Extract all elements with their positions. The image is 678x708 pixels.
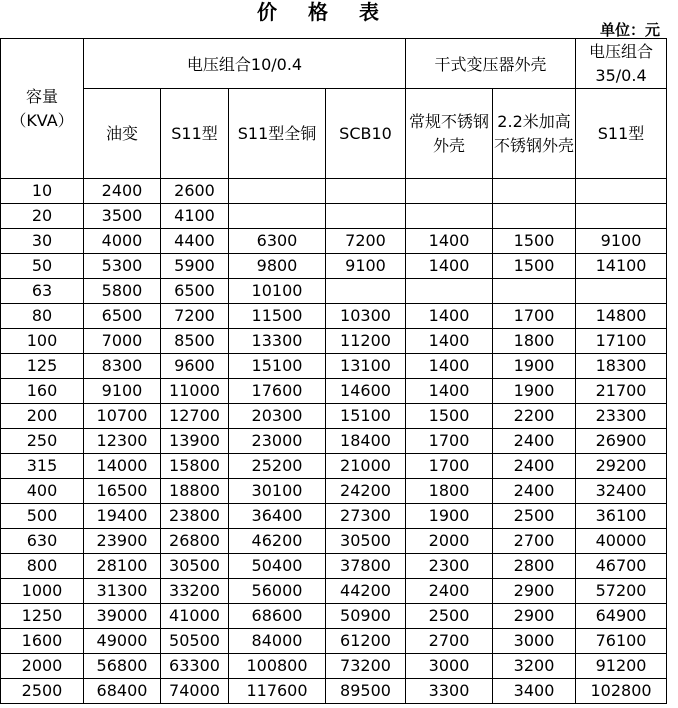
tall-stainless-price-cell: 2700	[493, 529, 576, 554]
s11-35kv-price-cell: 46700	[576, 554, 667, 579]
table-row	[1, 379, 667, 404]
table-row	[1, 304, 667, 329]
tall-stainless-price-cell: 3400	[493, 679, 576, 704]
standard-stainless-header: 常规不锈钢外壳	[406, 89, 493, 179]
scb10-price-cell: 61200	[326, 629, 406, 654]
tall-stainless-header: 2.2米加高不锈钢外壳	[493, 89, 576, 179]
s11-35kv-price-cell: 9100	[576, 229, 667, 254]
standard-stainless-price-cell: 2000	[406, 529, 493, 554]
table-row	[1, 554, 667, 579]
capacity-cell: 1600	[1, 629, 84, 654]
oil-price-cell: 3500	[84, 204, 161, 229]
table-row	[1, 179, 667, 204]
tall-stainless-price-cell	[493, 179, 576, 204]
oil-price-cell: 31300	[84, 579, 161, 604]
tall-stainless-price-cell: 2400	[493, 454, 576, 479]
s11-35kv-price-cell: 36100	[576, 504, 667, 529]
oil-price-cell: 8300	[84, 354, 161, 379]
table-row	[1, 354, 667, 379]
table-row	[1, 229, 667, 254]
oil-price-cell: 5800	[84, 279, 161, 304]
s11-copper-price-cell: 23000	[229, 429, 326, 454]
s11-copper-price-cell: 84000	[229, 629, 326, 654]
capacity-cell: 630	[1, 529, 84, 554]
standard-stainless-price-cell: 3000	[406, 654, 493, 679]
table-row	[1, 604, 667, 629]
standard-stainless-price-cell: 2700	[406, 629, 493, 654]
s11-copper-price-cell: 6300	[229, 229, 326, 254]
capacity-cell: 315	[1, 454, 84, 479]
capacity-cell: 100	[1, 329, 84, 354]
table-row	[1, 479, 667, 504]
s11-35kv-price-cell: 29200	[576, 454, 667, 479]
s11-copper-price-cell: 100800	[229, 654, 326, 679]
standard-stainless-price-cell: 2400	[406, 579, 493, 604]
capacity-cell: 2500	[1, 679, 84, 704]
scb10-price-cell: 37800	[326, 554, 406, 579]
scb10-price-cell: 30500	[326, 529, 406, 554]
s11-copper-price-cell: 9800	[229, 254, 326, 279]
s11-price-cell: 12700	[161, 404, 229, 429]
s11-copper-header: S11型全铜	[229, 89, 326, 179]
s11-35kv-price-cell: 14100	[576, 254, 667, 279]
s11-35kv-price-cell: 26900	[576, 429, 667, 454]
scb10-price-cell: 21000	[326, 454, 406, 479]
s11-copper-price-cell: 20300	[229, 404, 326, 429]
s11-price-cell: 4100	[161, 204, 229, 229]
s11-35kv-price-cell: 40000	[576, 529, 667, 554]
capacity-cell: 80	[1, 304, 84, 329]
capacity-header: 容量（KVA）	[1, 39, 84, 179]
table-row	[1, 254, 667, 279]
table-row	[1, 404, 667, 429]
oil-price-cell: 9100	[84, 379, 161, 404]
s11-price-cell: 26800	[161, 529, 229, 554]
s11-copper-price-cell: 117600	[229, 679, 326, 704]
oil-price-cell: 16500	[84, 479, 161, 504]
scb10-price-cell: 15100	[326, 404, 406, 429]
standard-stainless-price-cell: 1800	[406, 479, 493, 504]
header-row-2	[1, 89, 667, 179]
oil-price-cell: 4000	[84, 229, 161, 254]
table-row	[1, 429, 667, 454]
oil-price-cell: 68400	[84, 679, 161, 704]
s11-35kv-price-cell: 21700	[576, 379, 667, 404]
table-row	[1, 579, 667, 604]
tall-stainless-price-cell: 2900	[493, 604, 576, 629]
s11-copper-price-cell: 10100	[229, 279, 326, 304]
capacity-cell: 125	[1, 354, 84, 379]
oil-price-cell: 28100	[84, 554, 161, 579]
standard-stainless-price-cell: 1900	[406, 504, 493, 529]
s11-copper-price-cell: 68600	[229, 604, 326, 629]
standard-stainless-price-cell: 1400	[406, 254, 493, 279]
standard-stainless-price-cell: 1400	[406, 304, 493, 329]
s11-price-cell: 2600	[161, 179, 229, 204]
s11-35kv-price-cell	[576, 279, 667, 304]
tall-stainless-price-cell: 3200	[493, 654, 576, 679]
oil-price-cell: 2400	[84, 179, 161, 204]
standard-stainless-price-cell	[406, 279, 493, 304]
s11-copper-price-cell	[229, 204, 326, 229]
table-row	[1, 679, 667, 704]
capacity-cell: 250	[1, 429, 84, 454]
oil-price-cell: 5300	[84, 254, 161, 279]
table-row	[1, 454, 667, 479]
scb10-price-cell: 89500	[326, 679, 406, 704]
tall-stainless-price-cell: 2800	[493, 554, 576, 579]
s11-copper-price-cell: 13300	[229, 329, 326, 354]
capacity-cell: 30	[1, 229, 84, 254]
oil-price-cell: 49000	[84, 629, 161, 654]
table-row	[1, 279, 667, 304]
s11-35kv-price-cell	[576, 204, 667, 229]
s11-copper-price-cell: 36400	[229, 504, 326, 529]
s11-35kv-price-cell: 18300	[576, 354, 667, 379]
s11-35kv-price-cell: 102800	[576, 679, 667, 704]
capacity-cell: 800	[1, 554, 84, 579]
oil-price-cell: 6500	[84, 304, 161, 329]
oil-price-cell: 39000	[84, 604, 161, 629]
standard-stainless-price-cell: 1400	[406, 379, 493, 404]
scb10-price-cell: 10300	[326, 304, 406, 329]
header-row-1	[1, 39, 667, 89]
scb10-price-cell	[326, 204, 406, 229]
oil-price-cell: 56800	[84, 654, 161, 679]
standard-stainless-price-cell: 1700	[406, 454, 493, 479]
tall-stainless-price-cell: 2400	[493, 479, 576, 504]
standard-stainless-price-cell: 2500	[406, 604, 493, 629]
capacity-cell: 20	[1, 204, 84, 229]
scb10-price-cell: 27300	[326, 504, 406, 529]
capacity-cell: 160	[1, 379, 84, 404]
standard-stainless-price-cell: 3300	[406, 679, 493, 704]
s11-price-cell: 15800	[161, 454, 229, 479]
s11-35kv-price-cell: 76100	[576, 629, 667, 654]
scb10-header: SCB10	[326, 89, 406, 179]
table-row	[1, 629, 667, 654]
table-row	[1, 529, 667, 554]
standard-stainless-price-cell: 1400	[406, 354, 493, 379]
s11-copper-price-cell: 15100	[229, 354, 326, 379]
table-row	[1, 204, 667, 229]
s11-price-cell: 30500	[161, 554, 229, 579]
scb10-price-cell: 50900	[326, 604, 406, 629]
standard-stainless-price-cell: 1500	[406, 404, 493, 429]
s11-35kv-price-cell: 23300	[576, 404, 667, 429]
scb10-price-cell: 7200	[326, 229, 406, 254]
s11-price-cell: 50500	[161, 629, 229, 654]
s11-copper-price-cell: 50400	[229, 554, 326, 579]
capacity-cell: 200	[1, 404, 84, 429]
tall-stainless-price-cell	[493, 279, 576, 304]
scb10-price-cell: 14600	[326, 379, 406, 404]
tall-stainless-price-cell: 2500	[493, 504, 576, 529]
s11-price-cell: 8500	[161, 329, 229, 354]
tall-stainless-price-cell: 1700	[493, 304, 576, 329]
s11-price-cell: 11000	[161, 379, 229, 404]
s11-price-cell: 18800	[161, 479, 229, 504]
s11-copper-price-cell: 25200	[229, 454, 326, 479]
scb10-price-cell: 18400	[326, 429, 406, 454]
table-row	[1, 329, 667, 354]
s11-copper-price-cell: 30100	[229, 479, 326, 504]
s11-price-cell: 7200	[161, 304, 229, 329]
capacity-cell: 10	[1, 179, 84, 204]
s11-copper-price-cell: 17600	[229, 379, 326, 404]
capacity-cell: 400	[1, 479, 84, 504]
scb10-price-cell: 11200	[326, 329, 406, 354]
capacity-cell: 63	[1, 279, 84, 304]
capacity-cell: 2000	[1, 654, 84, 679]
capacity-cell: 1250	[1, 604, 84, 629]
scb10-price-cell: 73200	[326, 654, 406, 679]
page-title: 价 格 表	[257, 0, 391, 24]
tall-stainless-price-cell: 1500	[493, 254, 576, 279]
s11-35kv-price-cell: 57200	[576, 579, 667, 604]
tall-stainless-price-cell: 2900	[493, 579, 576, 604]
s11-price-cell: 5900	[161, 254, 229, 279]
tall-stainless-price-cell: 1800	[493, 329, 576, 354]
s11-price-cell: 41000	[161, 604, 229, 629]
oil-price-cell: 12300	[84, 429, 161, 454]
tall-stainless-price-cell: 2400	[493, 429, 576, 454]
scb10-price-cell: 44200	[326, 579, 406, 604]
s11-price-cell: 74000	[161, 679, 229, 704]
s11-price-cell: 13900	[161, 429, 229, 454]
s11-price-cell: 4400	[161, 229, 229, 254]
s11-price-cell: 23800	[161, 504, 229, 529]
tall-stainless-price-cell: 3000	[493, 629, 576, 654]
s11-price-cell: 6500	[161, 279, 229, 304]
standard-stainless-price-cell: 1400	[406, 329, 493, 354]
scb10-price-cell	[326, 279, 406, 304]
scb10-price-cell: 9100	[326, 254, 406, 279]
dry-enclosure-header: 干式变压器外壳	[406, 39, 576, 89]
tall-stainless-price-cell	[493, 204, 576, 229]
standard-stainless-price-cell: 2300	[406, 554, 493, 579]
unit-note: 单位：元	[599, 21, 660, 39]
tall-stainless-price-cell: 2200	[493, 404, 576, 429]
s11-copper-price-cell: 46200	[229, 529, 326, 554]
s11-35kv-price-cell: 17100	[576, 329, 667, 354]
s11-copper-price-cell: 11500	[229, 304, 326, 329]
scb10-price-cell: 13100	[326, 354, 406, 379]
scb10-price-cell: 24200	[326, 479, 406, 504]
standard-stainless-price-cell	[406, 179, 493, 204]
table-row	[1, 504, 667, 529]
tall-stainless-price-cell: 1500	[493, 229, 576, 254]
table-row	[1, 654, 667, 679]
tall-stainless-price-cell: 1900	[493, 354, 576, 379]
s11-35kv-price-cell: 32400	[576, 479, 667, 504]
oil-price-cell: 10700	[84, 404, 161, 429]
capacity-cell: 50	[1, 254, 84, 279]
s11-copper-price-cell	[229, 179, 326, 204]
s11-copper-price-cell: 56000	[229, 579, 326, 604]
s11-35kv-price-cell: 64900	[576, 604, 667, 629]
standard-stainless-price-cell: 1700	[406, 429, 493, 454]
s11-price-cell: 9600	[161, 354, 229, 379]
scb10-price-cell	[326, 179, 406, 204]
s11-35kv-price-cell	[576, 179, 667, 204]
s11-price-cell: 33200	[161, 579, 229, 604]
oil-header: 油变	[84, 89, 161, 179]
oil-price-cell: 14000	[84, 454, 161, 479]
standard-stainless-price-cell: 1400	[406, 229, 493, 254]
s11-header: S11型	[161, 89, 229, 179]
oil-price-cell: 7000	[84, 329, 161, 354]
s11-35kv-price-cell: 14800	[576, 304, 667, 329]
oil-price-cell: 23900	[84, 529, 161, 554]
s11-35kv-header: S11型	[576, 89, 667, 179]
price-table	[0, 38, 667, 704]
oil-price-cell: 19400	[84, 504, 161, 529]
capacity-cell: 500	[1, 504, 84, 529]
group-10kv-header: 电压组合10/0.4	[84, 39, 406, 89]
group-35kv-header: 电压组合35/0.4	[576, 39, 667, 89]
tall-stainless-price-cell: 1900	[493, 379, 576, 404]
capacity-cell: 1000	[1, 579, 84, 604]
s11-price-cell: 63300	[161, 654, 229, 679]
standard-stainless-price-cell	[406, 204, 493, 229]
s11-35kv-price-cell: 91200	[576, 654, 667, 679]
